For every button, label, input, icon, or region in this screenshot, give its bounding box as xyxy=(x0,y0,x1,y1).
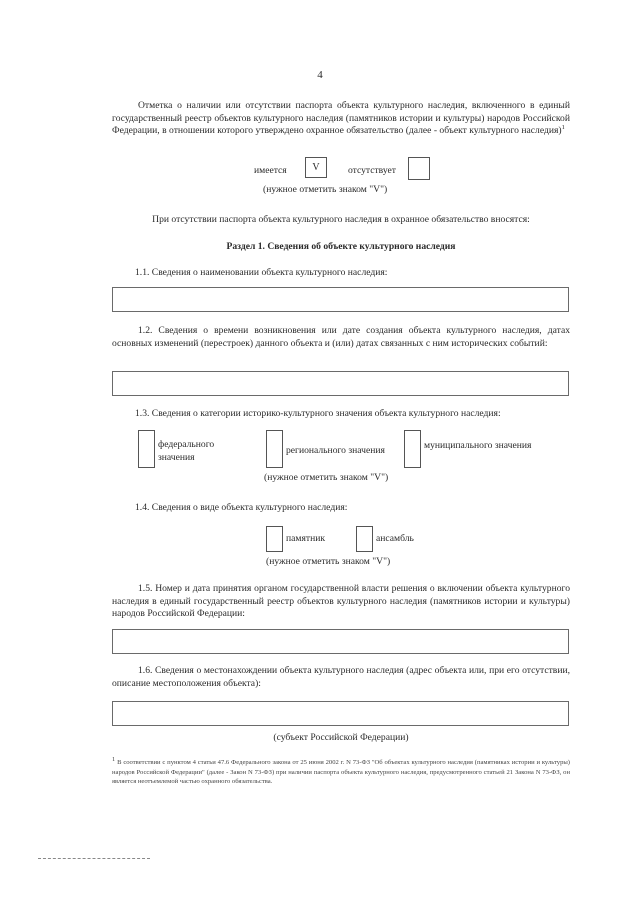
s1-5-text: 1.5. Номер и дата принятия органом государственной власти решения о включении объекта культурного наследия в единый государственный реестр объектов культурного наследия (памятников истории и культуры) народов Российской Федерации: xyxy=(112,583,570,620)
passport-intro-sentence: Отметка о наличии или отсутствии паспорта объекта культурного наследия, включенного в единый государственный реестр объектов культурного наследия (памятников истории и культуры) народов Российской Федерации, в отношении которого утверждено охранное обязательство (далее - объект культурного наследия) xyxy=(112,100,570,137)
passport-has-label: имеется xyxy=(254,165,287,176)
passport-absent-label: отсутствует xyxy=(348,165,396,176)
category-federal-label-line1: федерального xyxy=(158,439,215,450)
category-federal-label-line2: значения xyxy=(158,452,195,463)
section-title: Раздел 1. Сведения об объекте культурного наследия xyxy=(226,241,456,252)
kind-ensemble-checkbox[interactable] xyxy=(356,526,373,552)
footnote xyxy=(112,755,570,787)
s1-2-block xyxy=(112,325,570,350)
category-regional-checkbox[interactable] xyxy=(266,430,283,468)
footer-rule xyxy=(38,858,150,859)
passport-has-checkbox[interactable]: V xyxy=(305,157,327,178)
s1-6-caption: (субъект Российской Федерации) xyxy=(273,732,409,743)
s1-5-block xyxy=(112,583,570,621)
passport-intro-block xyxy=(112,100,570,138)
kind-ensemble-label: ансамбль xyxy=(376,533,414,544)
passport-absent-checkbox[interactable] xyxy=(408,157,430,180)
category-regional-label: регионального значения xyxy=(286,445,385,456)
s1-6-block xyxy=(112,665,570,690)
passport-intro-text xyxy=(112,100,570,138)
s1-6-text: 1.6. Сведения о местонахождении объекта культурного наследия (адрес объекта или, при его отсутствии, описание местоположения объекта): xyxy=(112,665,570,689)
category-municipal-label: муниципального значения xyxy=(424,440,532,451)
s1-5-decision-field[interactable] xyxy=(112,629,569,654)
footnote-ref: 1 xyxy=(561,124,565,132)
s1-6-location-field[interactable] xyxy=(112,701,569,726)
category-municipal-checkbox[interactable] xyxy=(404,430,421,468)
page-number: 4 xyxy=(317,69,323,81)
s1-3-text: 1.3. Сведения о категории историко-культурного значения объекта культурного наследия: xyxy=(135,408,501,419)
category-hint: (нужное отметить знаком "V") xyxy=(264,472,389,483)
footnote-text: В соответствии с пунктом 4 статьи 47.6 Федерального закона от 25 июня 2002 г. N 73-ФЗ "Об объектах культурного наследия (памятниках истории и культуры) народов Российской Федерации" (далее - Закон N 73-ФЗ) при наличии паспорта объекта культурного наследия, предусмотренного статьей 21 Закона N 73-ФЗ, он является неотъемлемой частью охранного обязательства. xyxy=(112,759,570,786)
s1-2-dates-field[interactable] xyxy=(112,371,569,396)
s1-1-text: 1.1. Сведения о наименовании объекта культурного наследия: xyxy=(135,267,388,278)
passport-hint: (нужное отметить знаком "V") xyxy=(263,184,388,195)
kind-hint: (нужное отметить знаком "V") xyxy=(266,556,391,567)
category-federal-checkbox[interactable] xyxy=(138,430,155,468)
footnote-number: 1 xyxy=(112,755,116,763)
s1-4-text: 1.4. Сведения о виде объекта культурного наследия: xyxy=(135,502,348,513)
s1-1-name-field[interactable] xyxy=(112,287,569,312)
absence-note: При отсутствии паспорта объекта культурного наследия в охранное обязательство вносятся: xyxy=(152,214,530,225)
s1-2-text: 1.2. Сведения о времени возникновения или дате создания объекта культурного наследия, датах основных изменений (перестроек) данного объекта и (или) датах связанных с ним исторических событий: xyxy=(112,325,570,349)
kind-monument-checkbox[interactable] xyxy=(266,526,283,552)
kind-monument-label: памятник xyxy=(286,533,325,544)
